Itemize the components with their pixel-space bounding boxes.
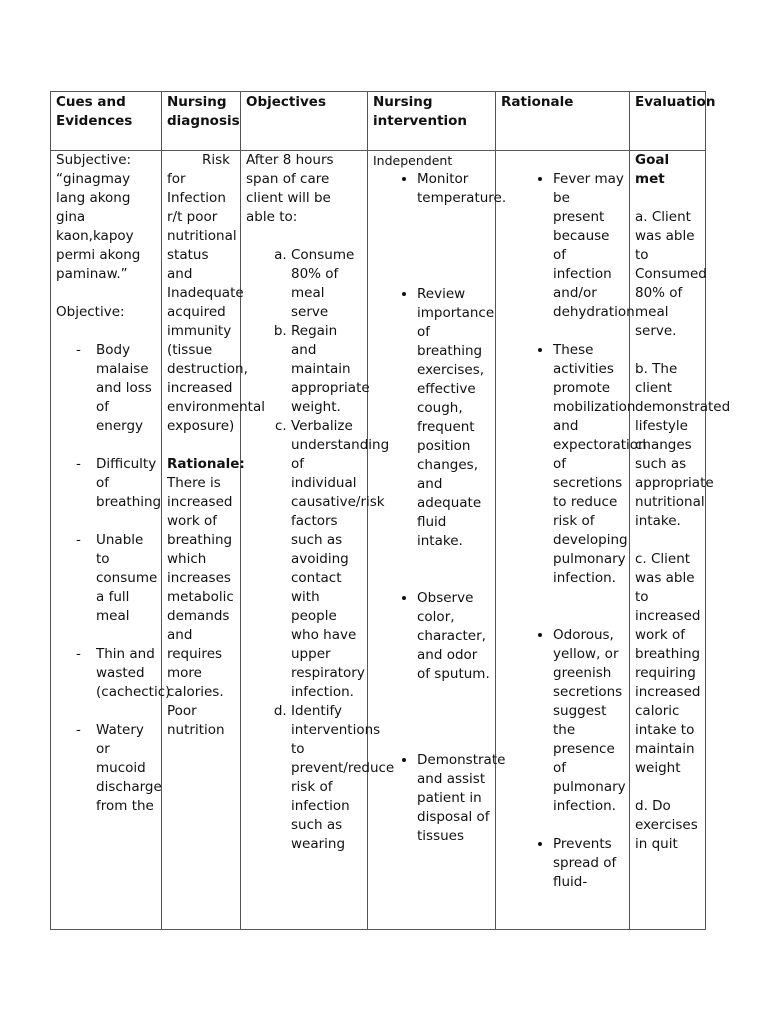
list-item: - Difficulty of breathing — [56, 455, 157, 512]
list-item: • Prevents spread of fluid- — [553, 835, 625, 892]
objectives-intro: After 8 hours span of care client will be able to: — [246, 152, 334, 225]
evaluation-item: d. Do exercises in quit — [635, 798, 698, 852]
cues-cell — [51, 151, 171, 930]
header-intervention: Nursing intervention — [368, 92, 496, 151]
diagnosis-cell — [162, 151, 266, 930]
evaluation-heading: Goal met — [635, 152, 670, 187]
nursing-care-plan-table — [50, 91, 731, 930]
subjective-text: “ginagmay lang akong gina kaon,kapoy permi akong paminaw.” — [56, 171, 141, 282]
list-item: b. Regain and maintain appropriate weight. — [291, 322, 363, 417]
header-objectives: Objectives — [241, 92, 368, 151]
table-header-row — [51, 92, 706, 151]
list-item: c. Verbalize understanding of individual causative/risk factors such as avoiding contact with people who have upper respiratory infection. — [291, 417, 363, 702]
header-evaluation: Evaluation — [630, 92, 706, 151]
list-item: d. Identify interventions to prevent/reduce risk of infection such as wearing — [291, 702, 363, 854]
independent-label: Independent — [373, 153, 453, 168]
evaluation-cell — [630, 151, 731, 930]
list-item: - Thin and wasted (cachectic) — [56, 645, 157, 702]
rationale-cell — [496, 151, 647, 930]
list-item: • Review importance of breathing exercises, effective cough, frequent position changes, and adequate fluid intake. — [417, 285, 491, 551]
subjective-label: Subjective: — [56, 152, 132, 168]
header-cues: Cues and Evidences — [51, 92, 162, 151]
list-item: • Observe color, character, and odor of sputum. — [417, 589, 491, 684]
intervention-cell — [368, 151, 507, 930]
evaluation-item: b. The client demonstrated lifestyle changes such as appropriate nutritional intake. — [635, 361, 731, 529]
table-body-row — [51, 151, 706, 930]
rationale-list — [501, 170, 647, 892]
objectives-cell — [241, 151, 395, 930]
rationale-label: Rationale: — [167, 456, 245, 472]
list-item: • Demonstrate and assist patient in disposal of tissues — [417, 751, 491, 846]
header-diagnosis: Nursing diagnosis — [162, 92, 241, 151]
objective-cues-list — [56, 341, 171, 816]
diagnosis-rationale-text: There is increased work of breathing which increases metabolic demands and requires more calories. Poor nutrition — [167, 475, 234, 738]
evaluation-item: a. Client was able to Consumed 80% of meal serve. — [635, 209, 707, 339]
diagnosis-text: Risk for Infection r/t poor nutritional status and Inadequate acquired immunity (tissue destruction, increased environmental exposure) — [167, 152, 266, 434]
list-item: • Odorous, yellow, or greenish secretions suggest the presence of pulmonary infection. — [553, 626, 625, 816]
header-rationale: Rationale — [496, 92, 630, 151]
list-item: - Watery or mucoid discharge from the — [56, 721, 157, 816]
list-item: • Fever may be present because of infection and/or dehydration. — [553, 170, 625, 322]
objective-label: Objective: — [56, 304, 125, 320]
list-item: • These activities promote mobilization and expectoration of secretions to reduce risk of developing pulmonary infection. — [553, 341, 625, 588]
evaluation-item: c. Client was able to increased work of breathing requiring increased caloric intake to maintain weight — [635, 551, 701, 776]
interventions-list — [373, 170, 507, 846]
list-item: a. Consume 80% of meal serve — [291, 246, 363, 322]
objectives-list — [246, 246, 395, 854]
list-item: - Unable to consume a full meal — [56, 531, 157, 626]
list-item: - Body malaise and loss of energy — [56, 341, 157, 436]
list-item: • Monitor temperature. — [417, 170, 491, 208]
